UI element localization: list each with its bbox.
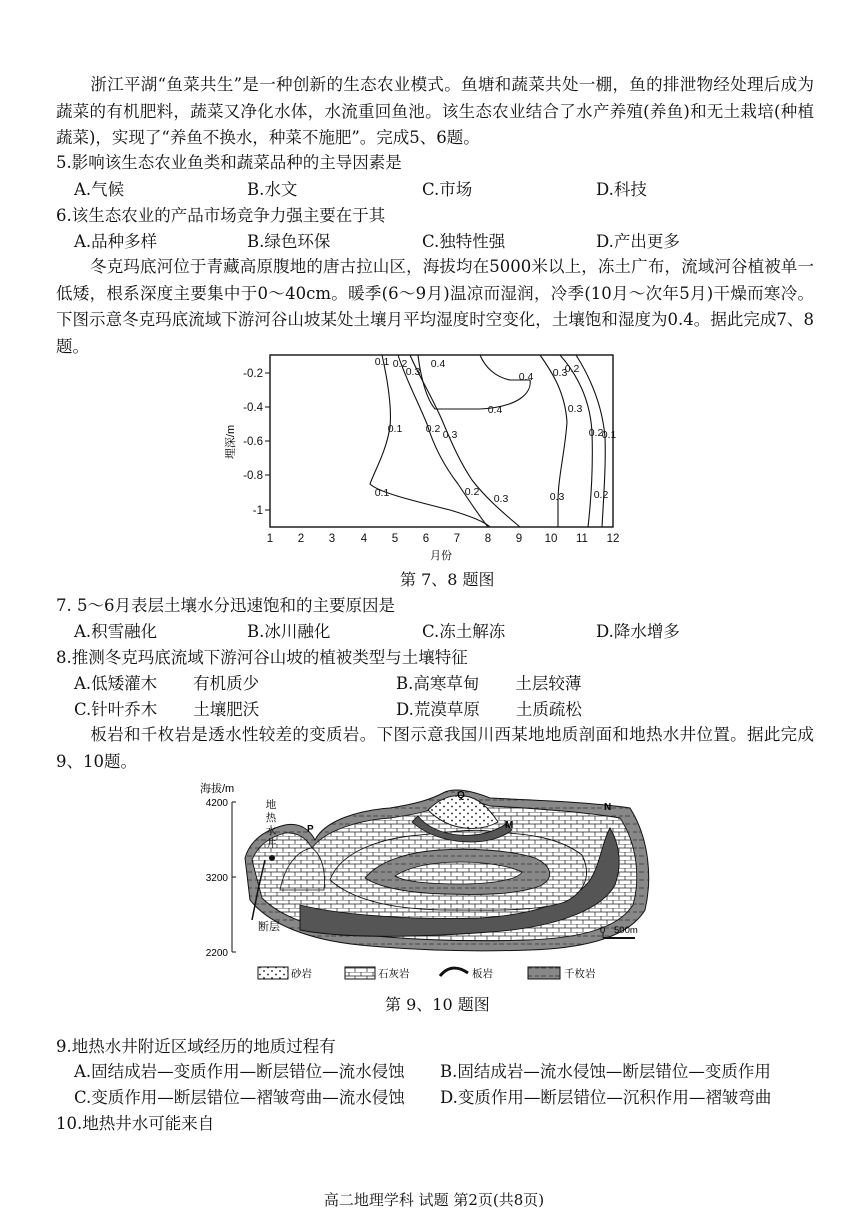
contour-label: 0.2	[425, 423, 441, 435]
x-tick-label: 12	[606, 533, 620, 545]
q8-option-c-vegetation: C.针叶乔木	[74, 700, 158, 719]
q8-option-d-vegetation: D.荒漠草原	[396, 700, 480, 719]
x-tick-label: 5	[391, 533, 399, 545]
legend-swatch-sandstone	[258, 967, 288, 979]
q6-option-c[interactable]: C.独特性强	[422, 232, 506, 251]
soil-moisture-contour-figure	[220, 352, 640, 587]
page-footer: 高二地理学科 试题 第2页(共8页)	[323, 1191, 545, 1209]
intro-q7-8-text: 冬克玛底河位于青藏高原腹地的唐古拉山区，海拔均在5000米以上，冻土广布，流域河谷植被单一低矮，根系深度主要集中于0～40cm。暖季(6～9月)温凉而湿润，冷季(10月～次年5月)干燥而寒冷。下图示意冬克玛底流域下游河谷山坡某处土壤月平均湿度时空变化，土壤饱和湿度为0.4。据此完成7、8题。	[56, 257, 814, 356]
q5-option-d[interactable]: D.科技	[596, 180, 647, 199]
point-M: M	[505, 820, 514, 831]
q9-stem: 9.地热水井附近区域经历的地质过程有	[56, 1037, 336, 1056]
intro-q9-10-text: 板岩和千枚岩是透水性较差的变质岩。下图示意我国川西某地地质剖面和地热水井位置。据此完成9、10题。	[56, 725, 814, 771]
intro-q5-6-text: 浙江平湖“鱼菜共生”是一种创新的生态农业模式。鱼塘和蔬菜共处一棚，鱼的排泄物经处理后成为蔬菜的有机肥料，蔬菜又净化水体，水流重回鱼池。该生态农业结合了水产养殖(养鱼)和无土栽培(种植蔬菜)，实现了“养鱼不换水，种菜不施肥”。完成5、6题。	[56, 75, 814, 147]
y-tick-label: 4200	[205, 798, 228, 809]
q7-stem: 7. 5～6月表层土壤水分迅速饱和的主要原因是	[56, 596, 395, 615]
y-tick-label: 2200	[205, 948, 228, 959]
contour-label: 0.1	[374, 487, 390, 499]
y-tick-label: -0.8	[243, 470, 263, 482]
contour-label: 0.3	[549, 491, 565, 503]
x-tick-label: 8	[484, 533, 492, 545]
contour-line-0.2-left	[398, 355, 488, 527]
contour-label: 0.2	[564, 363, 580, 375]
q7-option-a[interactable]: A.积雪融化	[74, 622, 158, 641]
q8-option-c-soil: 土壤肥沃	[193, 700, 260, 719]
figure-7-8-caption: 第 7、8 题图	[400, 570, 495, 589]
q6-option-a[interactable]: A.品种多样	[74, 232, 158, 251]
geologic-profile-figure	[190, 780, 670, 985]
x-tick-label: 2	[297, 533, 305, 545]
x-tick-label: 10	[544, 533, 558, 545]
q9-option-a[interactable]: A.固结成岩—变质作用—断层错位—流水侵蚀	[74, 1062, 405, 1081]
q5-option-a[interactable]: A.气候	[74, 180, 125, 199]
contour-label: 0.3	[567, 403, 583, 415]
q10-stem: 10.地热井水可能来自	[56, 1114, 215, 1133]
figure-9-10-caption: 第 9、10 题图	[385, 995, 490, 1014]
intro-q9-10	[56, 722, 814, 775]
well-label-char: 地	[265, 799, 277, 811]
x-tick-label: 7	[453, 533, 461, 545]
contour-label: 0.2	[593, 489, 609, 501]
q8-stem: 8.推测冬克玛底流域下游河谷山坡的植被类型与土壤特征	[56, 648, 468, 667]
scale-label: 500m	[614, 925, 638, 936]
q9-option-c[interactable]: C.变质作用—断层错位—褶皱弯曲—流水侵蚀	[74, 1088, 405, 1107]
contour-label: 0.4	[430, 358, 446, 370]
point-Q: Q	[457, 790, 465, 801]
q5-option-c[interactable]: C.市场	[422, 180, 473, 199]
contour-label: 0.3	[405, 366, 421, 378]
x-tick-label: 6	[422, 533, 430, 545]
legend	[258, 967, 596, 980]
x-tick-label: 11	[576, 533, 588, 545]
contour-label: 0.1	[601, 429, 617, 441]
well-label-char: 井	[265, 838, 277, 850]
contour-label: 0.2	[464, 486, 480, 498]
legend-swatch-limestone	[345, 967, 375, 979]
q8-option-b[interactable]	[396, 674, 581, 694]
legend-label-phyllite: 千枚岩	[564, 968, 596, 980]
y-tick-label: -1	[252, 505, 263, 517]
q9-option-b[interactable]: B.固结成岩—流水侵蚀—断层错位—变质作用	[440, 1062, 771, 1081]
q8-option-d-soil: 土质疏松	[515, 700, 582, 719]
contour-label: 0.1	[374, 356, 390, 368]
contour-label: 0.3	[552, 367, 568, 379]
legend-swatch-phyllite	[528, 967, 560, 979]
contour-line-0.1-left	[370, 355, 490, 527]
y-axis-label: 埋深/m	[225, 424, 237, 460]
well-label-char: 热	[265, 812, 277, 824]
point-N: N	[604, 802, 612, 813]
legend-swatch-slate	[440, 968, 468, 976]
x-tick-label: 9	[515, 533, 523, 545]
x-axis-label: 月份	[430, 550, 452, 562]
x-tick-label: 3	[328, 533, 336, 545]
y-axis-title: 海拔/m	[200, 783, 235, 795]
q6-option-d[interactable]: D.产出更多	[596, 232, 680, 251]
q8-option-c[interactable]	[74, 700, 259, 720]
q8-option-b-vegetation: B.高寒草甸	[396, 674, 480, 693]
point-P: P	[307, 824, 314, 835]
y-tick-label: 3200	[205, 873, 228, 884]
q7-option-d[interactable]: D.降水增多	[596, 622, 680, 641]
legend-label-slate: 板岩	[472, 968, 493, 980]
q8-option-a[interactable]	[74, 674, 259, 694]
contour-label: 0.2	[392, 358, 408, 370]
y-tick-label: -0.6	[243, 436, 263, 448]
contour-label: 0.4	[487, 404, 503, 416]
fault-label: 断层	[258, 921, 280, 933]
well-label-char: 水	[265, 825, 277, 837]
contour-label: 0.1	[387, 423, 403, 435]
y-tick-label: -0.2	[243, 368, 263, 380]
q8-option-a-soil: 有机质少	[193, 674, 260, 693]
q7-option-b[interactable]: B.冰川融化	[247, 622, 331, 641]
q8-option-a-vegetation: A.低矮灌木	[74, 674, 158, 693]
geothermal-well-marker	[269, 855, 275, 861]
legend-label-limestone: 石灰岩	[378, 968, 410, 980]
contour-label: 0.2	[588, 427, 604, 439]
q5-stem: 5.影响该生态农业鱼类和蔬菜品种的主导因素是	[56, 153, 402, 172]
q6-stem: 6.该生态农业的产品市场竞争力强主要在于其	[56, 206, 386, 225]
intro-q5-6	[56, 72, 814, 152]
contour-label: 0.3	[442, 429, 458, 441]
y-axis-ticks	[265, 373, 270, 510]
x-tick-label: 1	[266, 533, 274, 545]
contour-label: 0.3	[493, 493, 509, 505]
q8-option-d[interactable]	[396, 700, 582, 720]
intro-q7-8	[56, 254, 814, 360]
scale-zero: 0	[600, 925, 606, 936]
legend-label-sandstone: 砂岩	[291, 968, 312, 980]
q9-option-d[interactable]: D.变质作用—断层错位—沉积作用—褶皱弯曲	[440, 1088, 772, 1107]
x-tick-label: 4	[360, 533, 368, 545]
q5-option-b[interactable]: B.水文	[247, 180, 298, 199]
contour-label: 0.4	[518, 371, 534, 383]
y-tick-label: -0.4	[243, 402, 263, 414]
q6-option-b[interactable]: B.绿色环保	[247, 232, 331, 251]
q7-option-c[interactable]: C.冻土解冻	[422, 622, 506, 641]
q8-option-b-soil: 土层较薄	[515, 674, 582, 693]
